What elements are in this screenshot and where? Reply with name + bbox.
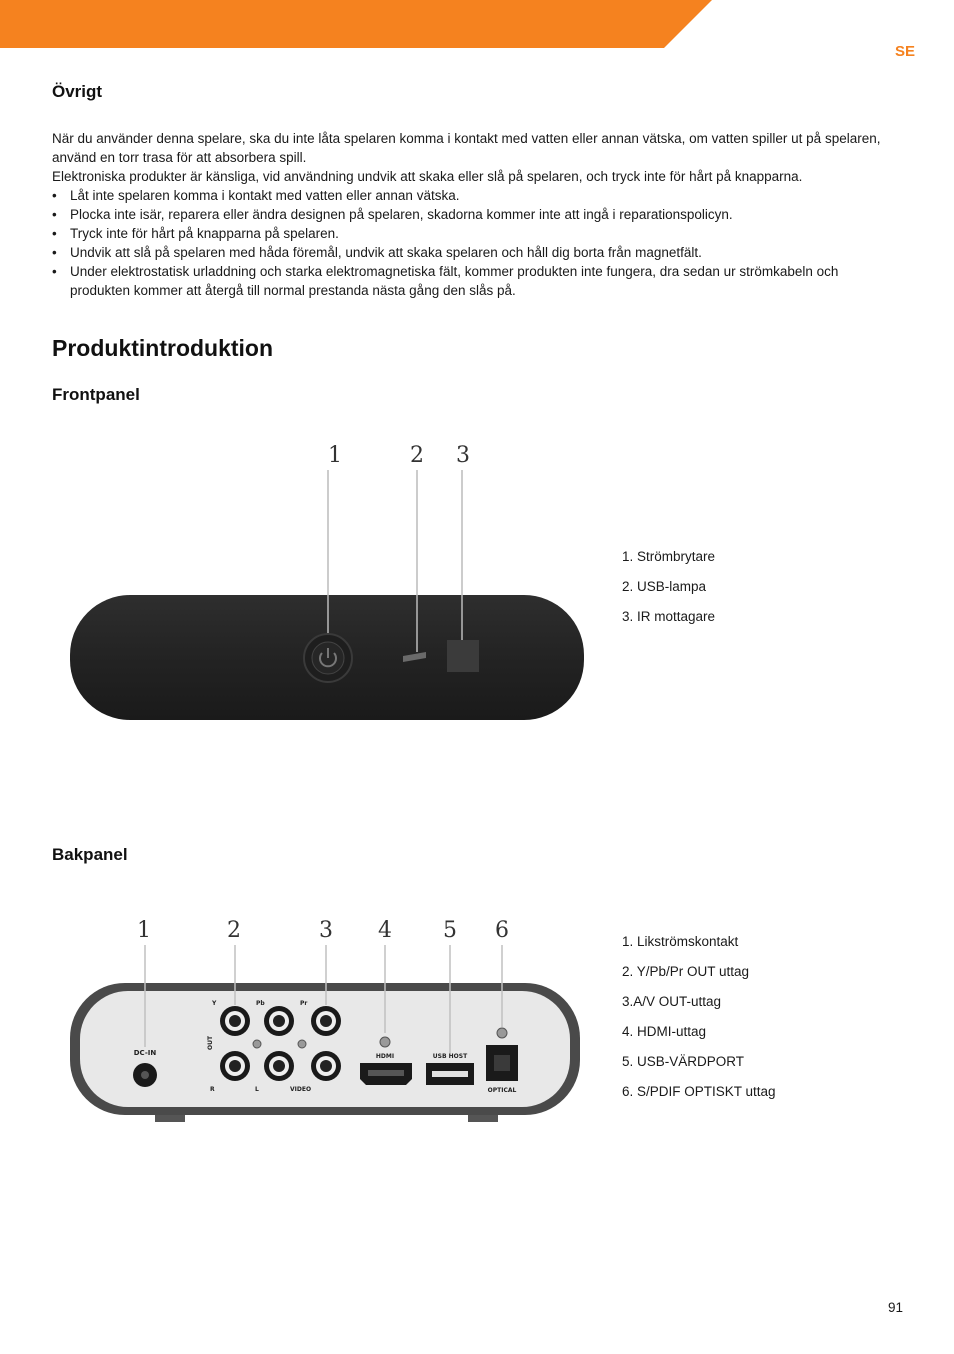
hdmi-port-icon — [360, 1063, 412, 1085]
language-code: SE — [895, 43, 916, 60]
port-label-optical: OPTICAL — [487, 1087, 517, 1094]
port-label-out: OUT — [207, 1035, 214, 1050]
rca-jack-video-icon — [311, 1051, 341, 1081]
bullet-item: • Undvik att slå på spelaren med håda föremål, undvik att skaka spelaren och håll dig borta från magnetfält. — [52, 243, 892, 262]
port-label-hdmi: HDMI — [375, 1053, 395, 1060]
bullet-item: • Plocka inte isär, reparera eller ändra designen på spelaren, skadorna kommer inte att ingå i reparationspolicyn. — [52, 205, 892, 224]
bullet-item: • Tryck inte för hårt på knapparna på spelaren. — [52, 224, 892, 243]
legend-item: 3. IR mottagare — [622, 609, 716, 624]
section-heading-ovrigt: Övrigt — [52, 82, 103, 101]
callout-number: 3 — [456, 443, 470, 468]
callout-number: 1 — [328, 443, 342, 468]
callout-number: 6 — [495, 918, 509, 943]
rca-jack-l-icon — [264, 1051, 294, 1081]
callout-number: 5 — [443, 918, 457, 943]
front-panel-figure — [60, 430, 600, 730]
optical-port-icon — [486, 1045, 518, 1081]
section-heading-bakpanel: Bakpanel — [52, 845, 128, 864]
rca-jack-pr-icon — [311, 1006, 341, 1036]
callout-number: 2 — [227, 918, 241, 943]
rca-jack-y-icon — [220, 1006, 250, 1036]
callout-number: 4 — [378, 918, 392, 943]
legend-item: 3.A/V OUT-uttag — [622, 994, 722, 1009]
port-label-usb: USB HOST — [432, 1053, 468, 1060]
legend-item: 1. Strömbrytare — [622, 549, 716, 564]
header-orange-band — [0, 0, 715, 48]
port-label-video: VIDEO — [290, 1086, 312, 1093]
bullet-item: • Låt inte spelaren komma i kontakt med vatten eller annan vätska. — [52, 186, 892, 205]
port-label-pr: Pr — [300, 1000, 308, 1007]
callout-number: 1 — [137, 918, 151, 943]
rca-jack-r-icon — [220, 1051, 250, 1081]
ovrigt-paragraph-2: Elektroniska produkter är känsliga, vid användning undvik att skaka eller slå på spelaren, och tryck inte för hårt på knapparna. — [52, 169, 803, 184]
screw-icon — [298, 1040, 306, 1048]
bullet-item: • Under elektrostatisk urladdning och starka elektromagnetiska fält, kommer produkten inte fungera, dra sedan ur strömkabeln och produkten kommer att återgå till normal prestanda nästa gång den slås på. — [52, 262, 892, 300]
port-label-pb: Pb — [256, 1000, 265, 1007]
section-heading-frontpanel: Frontpanel — [52, 385, 140, 404]
ovrigt-paragraph-1: När du använder denna spelare, ska du inte låta spelaren komma i kontakt med vatten eller annan vätska, om vatten spiller ut på spelaren, använd en torr trasa för att absorbera spill. — [52, 131, 881, 165]
screw-icon — [497, 1028, 507, 1038]
screw-icon — [380, 1037, 390, 1047]
callout-number: 3 — [319, 918, 333, 943]
port-label-y: Y — [212, 1000, 217, 1007]
back-panel-legend — [622, 927, 776, 1107]
screw-icon — [253, 1040, 261, 1048]
ovrigt-bullet-list — [52, 186, 892, 300]
legend-item: 4. HDMI-uttag — [622, 1024, 707, 1039]
page-title: Produktintroduktion — [52, 335, 274, 361]
port-label-r: R — [210, 1086, 215, 1093]
callout-number: 2 — [410, 443, 424, 468]
port-label-dcin: DC-IN — [133, 1049, 157, 1057]
port-label-l: L — [255, 1086, 259, 1093]
legend-item: 1. Likströmskontakt — [622, 934, 739, 949]
ir-receiver-window — [447, 640, 479, 672]
ovrigt-body — [52, 129, 892, 300]
back-panel-figure — [60, 905, 590, 1130]
power-button-icon — [304, 634, 352, 682]
page-number: 91 — [888, 1300, 904, 1315]
legend-item: 6. S/PDIF OPTISKT uttag — [622, 1084, 776, 1099]
front-panel-legend — [622, 542, 715, 632]
usb-host-port-icon — [426, 1063, 474, 1085]
rca-jack-pb-icon — [264, 1006, 294, 1036]
dc-in-port-icon — [133, 1063, 157, 1087]
legend-item: 2. USB-lampa — [622, 579, 707, 594]
legend-item: 2. Y/Pb/Pr OUT uttag — [622, 964, 750, 979]
legend-item: 5. USB-VÄRDPORT — [622, 1054, 745, 1069]
